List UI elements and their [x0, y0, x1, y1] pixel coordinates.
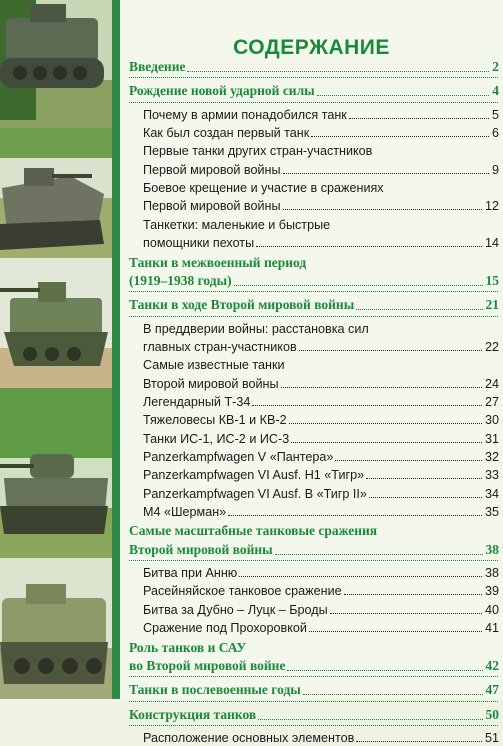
- toc-entry-title: Расейняйское танковое сражение: [143, 584, 342, 599]
- dot-leader: [299, 350, 482, 351]
- toc-page-number: 39: [484, 584, 499, 599]
- toc-page-number: 14: [484, 236, 499, 251]
- toc-entry-title: Рождение новой ударной силы: [129, 83, 315, 99]
- toc-entry-title: Как был создан первый танк: [143, 126, 310, 141]
- toc-page-number: 51: [484, 730, 499, 745]
- toc-entry-title: Первой мировой войны: [143, 199, 281, 214]
- toc-page-number: 21: [485, 297, 499, 313]
- section-underline: [129, 701, 498, 702]
- toc-entry-title: Первой мировой войны: [143, 162, 281, 177]
- toc-line: [120, 618, 503, 636]
- toc-line: [120, 272, 503, 290]
- toc-entry-title: Первые танки других стран-участников: [143, 144, 373, 159]
- dot-leader: [317, 95, 489, 96]
- toc-line: [120, 502, 503, 520]
- dot-leader: [291, 442, 482, 443]
- toc-line: [120, 374, 503, 392]
- toc-line: [120, 319, 503, 337]
- toc-page-number: 12: [484, 199, 499, 214]
- dot-leader: [289, 423, 482, 424]
- toc-line: [120, 728, 503, 746]
- toc-line: [120, 681, 503, 699]
- section-underline: [129, 560, 498, 561]
- toc-entry-title: Расположение основных элементов: [143, 730, 355, 745]
- toc-line: [120, 639, 503, 657]
- toc-entry-title: Конструкция танков: [129, 706, 257, 722]
- tank-illustration-1: [0, 0, 112, 128]
- toc-page-number: 31: [484, 431, 499, 446]
- toc-page-number: 6: [491, 126, 499, 141]
- dot-leader: [344, 594, 482, 595]
- toc-page-number: 41: [484, 621, 499, 636]
- section-underline: [129, 102, 498, 103]
- toc-page-number: 24: [484, 376, 499, 391]
- illustration-strip: [0, 0, 112, 699]
- toc-page-number: 22: [484, 339, 499, 354]
- toc-entry-title: Боевое крещение и участие в сражениях: [143, 181, 384, 196]
- contents-page: [120, 0, 503, 745]
- toc-entry-title: Битва при Анню: [143, 566, 238, 581]
- toc-line: [120, 141, 503, 159]
- toc-entry-title: Сражение под Прохоровкой: [143, 621, 307, 636]
- dot-leader: [330, 613, 482, 614]
- toc-entry-title: Самые известные танки: [143, 358, 285, 373]
- toc-line: [120, 706, 503, 724]
- toc-entry-title: В преддверии войны: расстановка сил: [143, 321, 369, 336]
- toc-entry-title: Второй мировой войны: [129, 541, 273, 557]
- toc-page-number: 50: [485, 706, 499, 722]
- toc-line: [120, 58, 503, 76]
- toc-page-number: 38: [485, 541, 499, 557]
- toc-entry-title: во Второй мировой войне: [129, 657, 286, 673]
- toc-line: [120, 160, 503, 178]
- toc-entry-title: Второй мировой войны: [143, 376, 279, 391]
- toc-page-number: 27: [484, 394, 499, 409]
- toc-line: [120, 563, 503, 581]
- dot-leader: [281, 387, 482, 388]
- dot-leader: [187, 71, 489, 72]
- toc-page-number: 33: [484, 468, 499, 483]
- toc-page-number: 35: [484, 505, 499, 520]
- toc-page-number: 4: [492, 83, 499, 99]
- dot-leader: [369, 497, 482, 498]
- toc-page-number: 30: [484, 413, 499, 428]
- dot-leader: [228, 515, 482, 516]
- toc-page-number: 38: [484, 566, 499, 581]
- toc-line: [120, 296, 503, 314]
- page-title: СОДЕРЖАНИЕ: [233, 36, 390, 59]
- toc-entry-title: главных стран-участников: [143, 339, 297, 354]
- toc-line: [120, 522, 503, 540]
- section-underline: [129, 291, 498, 292]
- tank-illustration-4: [0, 388, 112, 558]
- toc-entry-title: Panzerkampfwagen V «Пантера»: [143, 450, 334, 464]
- toc-entry-title: Почему в армии понадобился танк: [143, 107, 347, 122]
- section-underline: [129, 77, 498, 78]
- toc-page-number: 34: [484, 486, 499, 501]
- toc-line: [120, 355, 503, 373]
- toc-line: [120, 337, 503, 355]
- toc-line: [120, 410, 503, 428]
- tank-illustration-3: [0, 258, 112, 388]
- toc-line: [120, 429, 503, 447]
- tank-illustration-5: [0, 558, 112, 699]
- toc-entry-title: Panzerkampfwagen VI Ausf. B «Тигр II»: [143, 486, 367, 501]
- toc-entry-title: Танки в послевоенные годы: [129, 682, 301, 698]
- toc-entry-title: Введение: [129, 59, 186, 74]
- toc-entry-title: Panzerkampfwagen VI Ausf. H1 «Тигр»: [143, 468, 365, 483]
- toc-line: [120, 465, 503, 483]
- toc-entry-title: Танки в ходе Второй мировой войны: [129, 297, 355, 313]
- toc-entry-title: помощники пехоты: [143, 236, 255, 251]
- toc-page-number: 42: [485, 657, 499, 673]
- toc-line: [120, 196, 503, 214]
- toc-entry-title: Самые масштабные танковые сражения: [129, 523, 378, 539]
- toc-line: [120, 178, 503, 196]
- section-underline: [129, 316, 498, 317]
- dot-leader: [258, 719, 483, 720]
- dot-leader: [303, 694, 483, 695]
- section-underline: [129, 725, 498, 726]
- toc-line: [120, 254, 503, 272]
- toc-line: [120, 541, 503, 559]
- toc-line: [120, 82, 503, 100]
- dot-leader: [335, 460, 482, 461]
- toc-entry-title: (1919–1938 годы): [129, 272, 232, 288]
- toc-page-number: 5: [491, 107, 499, 122]
- dot-leader: [356, 741, 482, 742]
- toc-line: [120, 657, 503, 675]
- toc-line: [120, 447, 503, 465]
- section-underline: [129, 676, 498, 677]
- toc-line: [120, 392, 503, 410]
- toc-line: [120, 215, 503, 233]
- dot-leader: [356, 309, 483, 310]
- toc-page-number: 9: [491, 162, 499, 177]
- toc-entry-title: Танки в межвоенный период: [129, 254, 307, 270]
- toc-entry-title: Танки ИС-1, ИС-2 и ИС-3: [143, 431, 290, 446]
- dot-leader: [283, 173, 489, 174]
- toc-entry-title: M4 «Шерман»: [143, 505, 227, 520]
- toc-page-number: 15: [485, 272, 499, 288]
- dot-leader: [311, 136, 489, 137]
- toc-line: [120, 233, 503, 251]
- dot-leader: [234, 285, 483, 286]
- dot-leader: [366, 478, 482, 479]
- toc-entry-title: Легендарный Т-34: [143, 394, 251, 409]
- toc-line: [120, 105, 503, 123]
- dot-leader: [275, 554, 483, 555]
- toc-page-number: 40: [484, 602, 499, 617]
- dot-leader: [252, 405, 482, 406]
- toc-entry-title: Танкетки: маленькие и быстрые: [143, 217, 331, 232]
- toc-line: [120, 123, 503, 141]
- dot-leader: [287, 670, 483, 671]
- dot-leader: [283, 209, 482, 210]
- toc-line: [120, 581, 503, 599]
- toc-entry-title: Роль танков и САУ: [129, 639, 247, 655]
- toc-line: [120, 484, 503, 502]
- green-divider: [112, 0, 120, 699]
- toc-page-number: 32: [484, 450, 499, 464]
- dot-leader: [256, 246, 482, 247]
- dot-leader: [239, 576, 482, 577]
- dot-leader: [309, 631, 482, 632]
- dot-leader: [349, 118, 489, 119]
- toc-page-number: 47: [485, 682, 499, 698]
- toc-entry-title: Битва за Дубно – Луцк – Броды: [143, 602, 328, 617]
- tank-illustration-2: [0, 128, 112, 258]
- toc-line: [120, 600, 503, 618]
- toc-page-number: 2: [492, 59, 499, 74]
- toc-entry-title: Тяжеловесы КВ-1 и КВ-2: [143, 413, 287, 428]
